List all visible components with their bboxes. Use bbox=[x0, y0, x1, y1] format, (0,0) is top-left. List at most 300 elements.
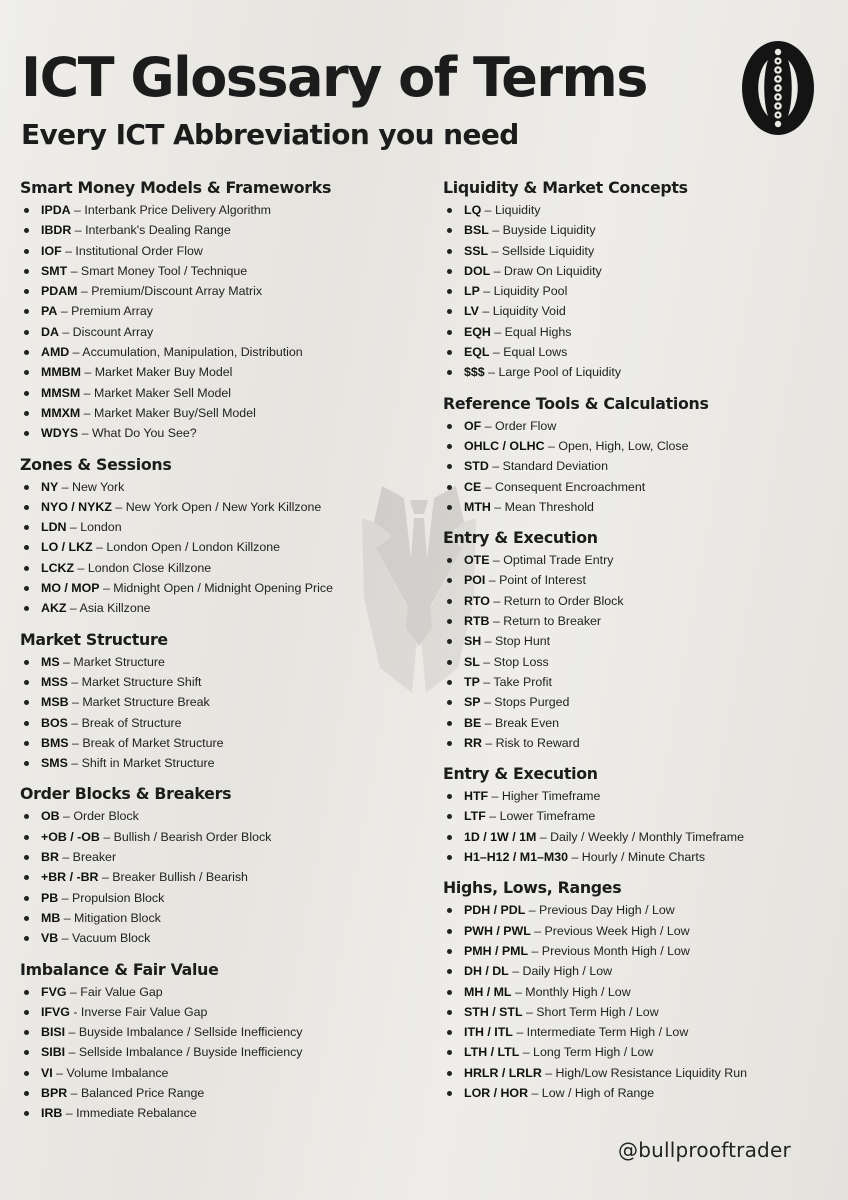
term-definition: – Break Even bbox=[481, 715, 560, 730]
glossary-item bbox=[20, 423, 420, 443]
term-abbreviation: LCKZ bbox=[41, 560, 75, 575]
term-abbreviation: WDYS bbox=[41, 426, 79, 441]
bullet-icon bbox=[24, 525, 29, 530]
term-abbreviation: RR bbox=[464, 735, 482, 750]
bullet-icon bbox=[24, 545, 29, 550]
term-abbreviation: DOL bbox=[464, 263, 491, 278]
glossary-item bbox=[443, 301, 843, 321]
bullet-icon bbox=[447, 814, 452, 819]
section-title: Market Structure bbox=[20, 629, 168, 649]
term-definition: – Stop Hunt bbox=[481, 634, 551, 649]
bullet-icon bbox=[447, 424, 452, 429]
term-definition: – Market Structure Shift bbox=[67, 674, 202, 689]
glossary-item bbox=[443, 900, 843, 920]
glossary-item bbox=[20, 301, 420, 321]
term-definition: – Asia Killzone bbox=[66, 601, 151, 616]
bullet-icon bbox=[447, 1050, 452, 1055]
term-list bbox=[443, 786, 843, 867]
term-definition: – Midnight Open / Midnight Opening Price bbox=[99, 581, 334, 596]
term-definition: – Balanced Price Range bbox=[67, 1085, 205, 1100]
bullet-icon bbox=[24, 936, 29, 941]
term-definition: – Mitigation Block bbox=[60, 910, 161, 925]
bullet-icon bbox=[447, 309, 452, 314]
bullet-icon bbox=[24, 814, 29, 819]
term-definition: – Breaker bbox=[58, 850, 117, 865]
bullet-icon bbox=[447, 228, 452, 233]
section-title: Reference Tools & Calculations bbox=[443, 393, 709, 413]
bullet-icon bbox=[447, 578, 452, 583]
term-definition: – Market Maker Sell Model bbox=[80, 385, 232, 400]
term-definition: – Previous Month High / Low bbox=[528, 943, 690, 958]
bullet-icon bbox=[447, 619, 452, 624]
term-definition: – Draw On Liquidity bbox=[490, 263, 602, 278]
glossary-item bbox=[443, 261, 843, 281]
glossary-item bbox=[20, 1002, 420, 1022]
term-abbreviation: IFVG bbox=[41, 1004, 70, 1019]
bullet-icon bbox=[447, 639, 452, 644]
term-definition: – Equal Highs bbox=[490, 324, 572, 339]
glossary-item bbox=[20, 517, 420, 537]
term-definition: – Sellside Imbalance / Buyside Inefficiency bbox=[65, 1045, 303, 1060]
glossary-item bbox=[443, 1042, 843, 1062]
term-definition: – Daily / Weekly / Monthly Timeframe bbox=[536, 829, 745, 844]
term-abbreviation: SP bbox=[464, 695, 481, 710]
glossary-item bbox=[443, 1063, 843, 1083]
term-abbreviation: SIBI bbox=[41, 1045, 66, 1060]
term-abbreviation: MTH bbox=[464, 499, 491, 514]
term-definition: – Monthly High / Low bbox=[511, 984, 631, 999]
term-abbreviation: HRLR / LRLR bbox=[464, 1065, 542, 1080]
glossary-item bbox=[443, 1083, 843, 1103]
bullet-icon bbox=[24, 586, 29, 591]
term-definition: – Institutional Order Flow bbox=[61, 243, 203, 258]
glossary-item bbox=[443, 786, 843, 806]
term-abbreviation: MMSM bbox=[41, 385, 81, 400]
bullet-icon bbox=[447, 990, 452, 995]
term-abbreviation: MO / MOP bbox=[41, 581, 100, 596]
section-zones-sessions bbox=[20, 455, 420, 619]
glossary-item bbox=[20, 497, 420, 517]
term-abbreviation: PDH / PDL bbox=[464, 903, 526, 918]
glossary-item bbox=[443, 631, 843, 651]
bullet-icon bbox=[24, 990, 29, 995]
bullet-icon bbox=[24, 309, 29, 314]
section-smart-money-models bbox=[20, 178, 420, 444]
term-definition: – Buyside Imbalance / Sellside Inefficiency bbox=[65, 1025, 303, 1040]
term-definition: – Premium/Discount Array Matrix bbox=[77, 284, 263, 299]
glossary-item bbox=[20, 281, 420, 301]
bullet-icon bbox=[24, 875, 29, 880]
bullet-icon bbox=[24, 505, 29, 510]
glossary-item bbox=[20, 477, 420, 497]
glossary-item bbox=[443, 961, 843, 981]
term-definition: – Short Term High / Low bbox=[522, 1004, 659, 1019]
glossary-item bbox=[443, 497, 843, 517]
bullet-icon bbox=[24, 1010, 29, 1015]
term-abbreviation: LTH / LTL bbox=[464, 1045, 520, 1060]
term-definition: – Stop Loss bbox=[479, 654, 549, 669]
glossary-item bbox=[443, 591, 843, 611]
term-definition: – Open, High, Low, Close bbox=[544, 438, 689, 453]
term-list bbox=[20, 652, 420, 774]
bullet-icon bbox=[447, 1091, 452, 1096]
term-definition: – Liquidity Void bbox=[478, 304, 566, 319]
term-definition: – Point of Interest bbox=[485, 573, 586, 588]
bullet-icon bbox=[24, 761, 29, 766]
page-subtitle: Every ICT Abbreviation you need bbox=[21, 118, 519, 151]
section-order-blocks bbox=[20, 784, 420, 948]
glossary-item bbox=[443, 281, 843, 301]
section-title: Zones & Sessions bbox=[20, 454, 172, 474]
bullet-icon bbox=[447, 969, 452, 974]
bullet-icon bbox=[24, 660, 29, 665]
term-abbreviation: PWH / PWL bbox=[464, 923, 531, 938]
bullet-icon bbox=[24, 721, 29, 726]
term-abbreviation: BOS bbox=[41, 715, 68, 730]
term-definition: – Risk to Reward bbox=[481, 735, 580, 750]
term-abbreviation: MSS bbox=[41, 674, 68, 689]
glossary-item bbox=[20, 908, 420, 928]
bullet-icon bbox=[24, 330, 29, 335]
term-abbreviation: DH / DL bbox=[464, 964, 509, 979]
glossary-item bbox=[443, 713, 843, 733]
glossary-item bbox=[20, 753, 420, 773]
bullet-icon bbox=[447, 558, 452, 563]
section-timeframes bbox=[443, 764, 843, 867]
section-highs-lows-ranges bbox=[443, 878, 843, 1103]
term-abbreviation: VI bbox=[41, 1065, 53, 1080]
glossary-item bbox=[20, 1103, 420, 1123]
term-abbreviation: TP bbox=[464, 674, 480, 689]
glossary-item bbox=[443, 220, 843, 240]
bullet-icon bbox=[24, 350, 29, 355]
term-abbreviation: MS bbox=[41, 654, 60, 669]
term-abbreviation: AMD bbox=[41, 345, 70, 360]
term-definition: – Fair Value Gap bbox=[66, 984, 163, 999]
glossary-item bbox=[443, 806, 843, 826]
bullet-icon bbox=[24, 700, 29, 705]
term-definition: – Standard Deviation bbox=[488, 459, 608, 474]
glossary-item bbox=[443, 570, 843, 590]
term-abbreviation: DA bbox=[41, 324, 59, 339]
glossary-item bbox=[20, 322, 420, 342]
term-definition: – Accumulation, Manipulation, Distribution bbox=[69, 345, 303, 360]
bullet-icon bbox=[447, 464, 452, 469]
glossary-item bbox=[443, 416, 843, 436]
term-abbreviation: $$$ bbox=[464, 365, 485, 380]
bullet-icon bbox=[447, 269, 452, 274]
term-abbreviation: CE bbox=[464, 479, 482, 494]
section-reference-tools bbox=[443, 394, 843, 517]
section-imbalance-fair-value bbox=[20, 960, 420, 1124]
glossary-item bbox=[20, 261, 420, 281]
term-definition: – What Do You See? bbox=[78, 426, 197, 441]
term-definition: – Lower Timeframe bbox=[485, 809, 596, 824]
page-title: ICT Glossary of Terms bbox=[21, 46, 647, 109]
bullet-icon bbox=[24, 485, 29, 490]
glossary-item bbox=[443, 456, 843, 476]
glossary-item bbox=[20, 652, 420, 672]
term-abbreviation: NY bbox=[41, 479, 59, 494]
glossary-item bbox=[443, 362, 843, 382]
glossary-item bbox=[443, 827, 843, 847]
term-abbreviation: LDN bbox=[41, 520, 67, 535]
term-abbreviation: LOR / HOR bbox=[464, 1085, 529, 1100]
bullet-icon bbox=[24, 1071, 29, 1076]
term-abbreviation: LQ bbox=[464, 203, 482, 217]
glossary-item bbox=[443, 241, 843, 261]
glossary-item bbox=[20, 342, 420, 362]
glossary-item bbox=[20, 847, 420, 867]
term-abbreviation: SSL bbox=[464, 243, 489, 258]
term-definition: – Consequent Encroachment bbox=[481, 479, 646, 494]
term-abbreviation: STH / STL bbox=[464, 1004, 523, 1019]
glossary-item bbox=[20, 733, 420, 753]
glossary-item bbox=[443, 477, 843, 497]
glossary-item bbox=[443, 652, 843, 672]
term-definition: – Market Structure bbox=[59, 654, 165, 669]
glossary-item bbox=[20, 827, 420, 847]
term-list bbox=[443, 416, 843, 517]
term-definition: – Breaker Bullish / Bearish bbox=[98, 870, 248, 885]
term-list bbox=[443, 900, 843, 1103]
term-abbreviation: NYO / NYKZ bbox=[41, 499, 112, 514]
glossary-item bbox=[443, 941, 843, 961]
glossary-item bbox=[443, 847, 843, 867]
term-abbreviation: EQH bbox=[464, 324, 491, 339]
term-abbreviation: ITH / ITL bbox=[464, 1025, 513, 1040]
term-abbreviation: IPDA bbox=[41, 203, 71, 217]
term-abbreviation: +BR / -BR bbox=[41, 870, 99, 885]
term-list bbox=[443, 200, 843, 383]
glossary-item bbox=[20, 403, 420, 423]
term-definition: – Large Pool of Liquidity bbox=[484, 365, 622, 380]
term-abbreviation: MMBM bbox=[41, 365, 81, 380]
term-list bbox=[20, 982, 420, 1124]
term-abbreviation: BISI bbox=[41, 1025, 66, 1040]
term-abbreviation: MH / ML bbox=[464, 984, 512, 999]
term-definition: – New York bbox=[58, 479, 125, 494]
glossary-item bbox=[20, 383, 420, 403]
glossary-item bbox=[20, 713, 420, 733]
bullet-icon bbox=[24, 741, 29, 746]
term-definition: – Daily High / Low bbox=[508, 964, 613, 979]
bullet-icon bbox=[24, 249, 29, 254]
bullet-icon bbox=[24, 680, 29, 685]
bullet-icon bbox=[24, 835, 29, 840]
term-abbreviation: LP bbox=[464, 284, 480, 299]
bullet-icon bbox=[24, 391, 29, 396]
glossary-item bbox=[443, 342, 843, 362]
bullet-icon bbox=[447, 835, 452, 840]
glossary-item bbox=[20, 558, 420, 578]
term-definition: – High/Low Resistance Liquidity Run bbox=[541, 1065, 748, 1080]
term-list bbox=[20, 806, 420, 948]
bullet-icon bbox=[447, 660, 452, 665]
term-abbreviation: POI bbox=[464, 573, 486, 588]
glossary-item bbox=[20, 220, 420, 240]
bullet-icon bbox=[447, 505, 452, 510]
left-column bbox=[20, 178, 420, 1135]
glossary-item bbox=[20, 1042, 420, 1062]
term-abbreviation: OB bbox=[41, 809, 60, 824]
bullet-icon bbox=[447, 949, 452, 954]
term-definition: – Equal Lows bbox=[489, 345, 568, 360]
glossary-item bbox=[20, 888, 420, 908]
term-list bbox=[443, 550, 843, 753]
bullet-icon bbox=[447, 908, 452, 913]
term-definition: – Take Profit bbox=[479, 674, 552, 689]
term-abbreviation: BMS bbox=[41, 735, 69, 750]
term-definition: – Optimal Trade Entry bbox=[489, 553, 614, 568]
term-definition: – Bullish / Bearish Order Block bbox=[99, 829, 272, 844]
term-definition: – Low / High of Range bbox=[528, 1085, 655, 1100]
term-abbreviation: IBDR bbox=[41, 223, 72, 238]
term-abbreviation: HTF bbox=[464, 789, 489, 804]
term-abbreviation: RTO bbox=[464, 593, 490, 608]
term-definition: – Long Term High / Low bbox=[519, 1045, 654, 1060]
glossary-item bbox=[20, 672, 420, 692]
bullet-icon bbox=[447, 350, 452, 355]
bullet-icon bbox=[24, 269, 29, 274]
term-abbreviation: FVG bbox=[41, 984, 67, 999]
term-abbreviation: VB bbox=[41, 931, 59, 946]
glossary-item bbox=[443, 200, 843, 220]
glossary-item bbox=[20, 1083, 420, 1103]
term-definition: – Mean Threshold bbox=[490, 499, 594, 514]
term-definition: - Inverse Fair Value Gap bbox=[69, 1004, 208, 1019]
bullet-icon bbox=[447, 249, 452, 254]
social-handle: @bullprooftrader bbox=[618, 1138, 791, 1162]
term-abbreviation: LV bbox=[464, 304, 479, 319]
bullet-icon bbox=[447, 1071, 452, 1076]
bullet-icon bbox=[447, 289, 452, 294]
glossary-item bbox=[20, 867, 420, 887]
section-title: Highs, Lows, Ranges bbox=[443, 878, 622, 898]
glossary-item bbox=[20, 1063, 420, 1083]
term-abbreviation: RTB bbox=[464, 614, 490, 629]
term-abbreviation: BPR bbox=[41, 1085, 68, 1100]
bullet-icon bbox=[24, 208, 29, 213]
term-abbreviation: PDAM bbox=[41, 284, 78, 299]
glossary-item bbox=[443, 1002, 843, 1022]
bullet-icon bbox=[447, 330, 452, 335]
term-abbreviation: BR bbox=[41, 850, 59, 865]
term-definition: – New York Open / New York Killzone bbox=[111, 499, 322, 514]
bullet-icon bbox=[24, 916, 29, 921]
term-definition: – London Close Killzone bbox=[74, 560, 212, 575]
term-definition: – Buyside Liquidity bbox=[488, 223, 596, 238]
term-abbreviation: OTE bbox=[464, 553, 490, 568]
term-abbreviation: PMH / PML bbox=[464, 943, 529, 958]
bullet-icon bbox=[447, 700, 452, 705]
term-abbreviation: IOF bbox=[41, 243, 62, 258]
glossary-item bbox=[20, 692, 420, 712]
term-definition: – Break of Structure bbox=[67, 715, 182, 730]
bullet-icon bbox=[447, 1030, 452, 1035]
bullet-icon bbox=[447, 444, 452, 449]
term-definition: – Market Structure Break bbox=[68, 695, 210, 710]
glossary-item bbox=[20, 982, 420, 1002]
section-title: Entry & Execution bbox=[443, 528, 598, 548]
term-list bbox=[20, 477, 420, 619]
term-definition: – Return to Order Block bbox=[489, 593, 624, 608]
glossary-item bbox=[20, 1022, 420, 1042]
term-definition: – Propulsion Block bbox=[58, 890, 165, 905]
bullproof-emblem-icon bbox=[741, 40, 815, 136]
glossary-item bbox=[20, 537, 420, 557]
bullet-icon bbox=[447, 794, 452, 799]
bullet-icon bbox=[447, 741, 452, 746]
glossary-item bbox=[443, 982, 843, 1002]
term-definition: – Volume Imbalance bbox=[52, 1065, 169, 1080]
section-title: Smart Money Models & Frameworks bbox=[20, 178, 332, 197]
term-abbreviation: BSL bbox=[464, 223, 489, 238]
term-abbreviation: LTF bbox=[464, 809, 486, 824]
bullet-icon bbox=[447, 929, 452, 934]
term-abbreviation: MMXM bbox=[41, 405, 81, 420]
term-abbreviation: IRB bbox=[41, 1106, 63, 1121]
term-definition: – Market Maker Buy Model bbox=[80, 365, 233, 380]
term-definition: – Market Maker Buy/Sell Model bbox=[80, 405, 256, 420]
term-definition: – Shift in Market Structure bbox=[67, 756, 215, 771]
term-definition: – Liquidity bbox=[481, 203, 541, 217]
term-definition: – Intermediate Term High / Low bbox=[512, 1025, 689, 1040]
term-definition: – Hourly / Minute Charts bbox=[568, 850, 706, 865]
glossary-item bbox=[443, 1022, 843, 1042]
section-title: Entry & Execution bbox=[443, 764, 598, 784]
bullet-icon bbox=[447, 370, 452, 375]
term-abbreviation: SMT bbox=[41, 263, 68, 278]
bullet-icon bbox=[24, 606, 29, 611]
term-definition: – Higher Timeframe bbox=[488, 789, 601, 804]
term-definition: – Liquidity Pool bbox=[479, 284, 568, 299]
section-liquidity-concepts bbox=[443, 178, 843, 383]
term-definition: – Vacuum Block bbox=[58, 931, 151, 946]
bullet-icon bbox=[447, 721, 452, 726]
bullet-icon bbox=[447, 599, 452, 604]
glossary-item bbox=[443, 322, 843, 342]
bullet-icon bbox=[447, 680, 452, 685]
bullet-icon bbox=[447, 855, 452, 860]
term-definition: – Order Flow bbox=[481, 418, 557, 433]
glossary-item bbox=[443, 672, 843, 692]
bullet-icon bbox=[24, 228, 29, 233]
bullet-icon bbox=[24, 1050, 29, 1055]
glossary-item bbox=[443, 733, 843, 753]
term-abbreviation: 1D / 1W / 1M bbox=[464, 829, 537, 844]
bullet-icon bbox=[24, 1030, 29, 1035]
term-definition: – Sellside Liquidity bbox=[488, 243, 595, 258]
term-abbreviation: OF bbox=[464, 418, 482, 433]
glossary-item bbox=[20, 241, 420, 261]
glossary-item bbox=[20, 200, 420, 220]
bullet-icon bbox=[24, 289, 29, 294]
term-definition: – Return to Breaker bbox=[489, 614, 602, 629]
section-entry-execution bbox=[443, 528, 843, 753]
bullet-icon bbox=[447, 1010, 452, 1015]
term-definition: – Previous Week High / Low bbox=[530, 923, 690, 938]
term-abbreviation: BE bbox=[464, 715, 482, 730]
term-definition: – Premium Array bbox=[57, 304, 154, 319]
term-abbreviation: H1–H12 / M1–M30 bbox=[464, 850, 568, 865]
term-definition: – Discount Array bbox=[58, 324, 154, 339]
term-abbreviation: +OB / -OB bbox=[41, 829, 100, 844]
glossary-item bbox=[20, 362, 420, 382]
glossary-item bbox=[443, 611, 843, 631]
term-definition: – Smart Money Tool / Technique bbox=[67, 263, 248, 278]
glossary-item bbox=[443, 692, 843, 712]
